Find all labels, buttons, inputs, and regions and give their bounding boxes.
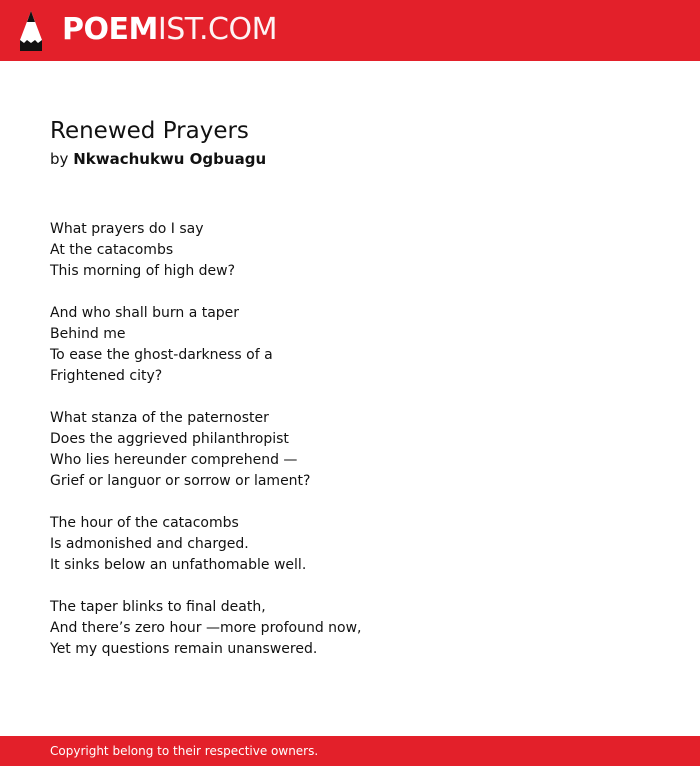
poem-stanza <box>50 219 670 282</box>
poem-line: The taper blinks to final death, <box>50 599 266 615</box>
poem-line: What prayers do I say <box>50 221 204 237</box>
byline <box>50 148 266 170</box>
poem-line: The hour of the catacombs <box>50 515 239 531</box>
poem-line: And there’s zero hour —more profound now, <box>50 620 362 636</box>
poem-stanza <box>50 303 670 387</box>
poem-line: Is admonished and charged. <box>50 536 249 552</box>
site-logo[interactable] <box>62 11 277 49</box>
pencil-tip-icon[interactable] <box>18 10 44 52</box>
poem-stanza <box>50 408 670 492</box>
poem-line: It sinks below an unfathomable well. <box>50 557 307 573</box>
poem-title: Renewed Prayers <box>50 118 249 144</box>
poem-line: Does the aggrieved philanthropist <box>50 431 289 447</box>
poem-line: And who shall burn a taper <box>50 305 240 321</box>
copyright-text: Copyright belong to their respective owners. <box>50 744 319 758</box>
poem-line: This morning of high dew? <box>50 263 236 279</box>
poem-line: At the catacombs <box>50 242 174 258</box>
poem-line: Frightened city? <box>50 368 163 384</box>
poem-body <box>50 219 670 681</box>
poem-line: Who lies hereunder comprehend — <box>50 452 298 468</box>
logo-text-light: IST.COM <box>157 12 277 47</box>
poem-line: What stanza of the paternoster <box>50 410 269 426</box>
poem-stanza <box>50 597 670 660</box>
logo-text-bold: POEM <box>62 12 158 47</box>
site-header <box>0 0 700 61</box>
poem-line: Behind me <box>50 326 126 342</box>
byline-prefix: by <box>50 150 69 168</box>
poem-stanza <box>50 513 670 576</box>
poem-line: Yet my questions remain unanswered. <box>50 641 318 657</box>
poem-line: Grief or languor or sorrow or lament? <box>50 473 311 489</box>
author-name: Nkwachukwu Ogbuagu <box>73 150 267 168</box>
site-footer <box>0 736 700 766</box>
poem-line: To ease the ghost-darkness of a <box>50 347 273 363</box>
